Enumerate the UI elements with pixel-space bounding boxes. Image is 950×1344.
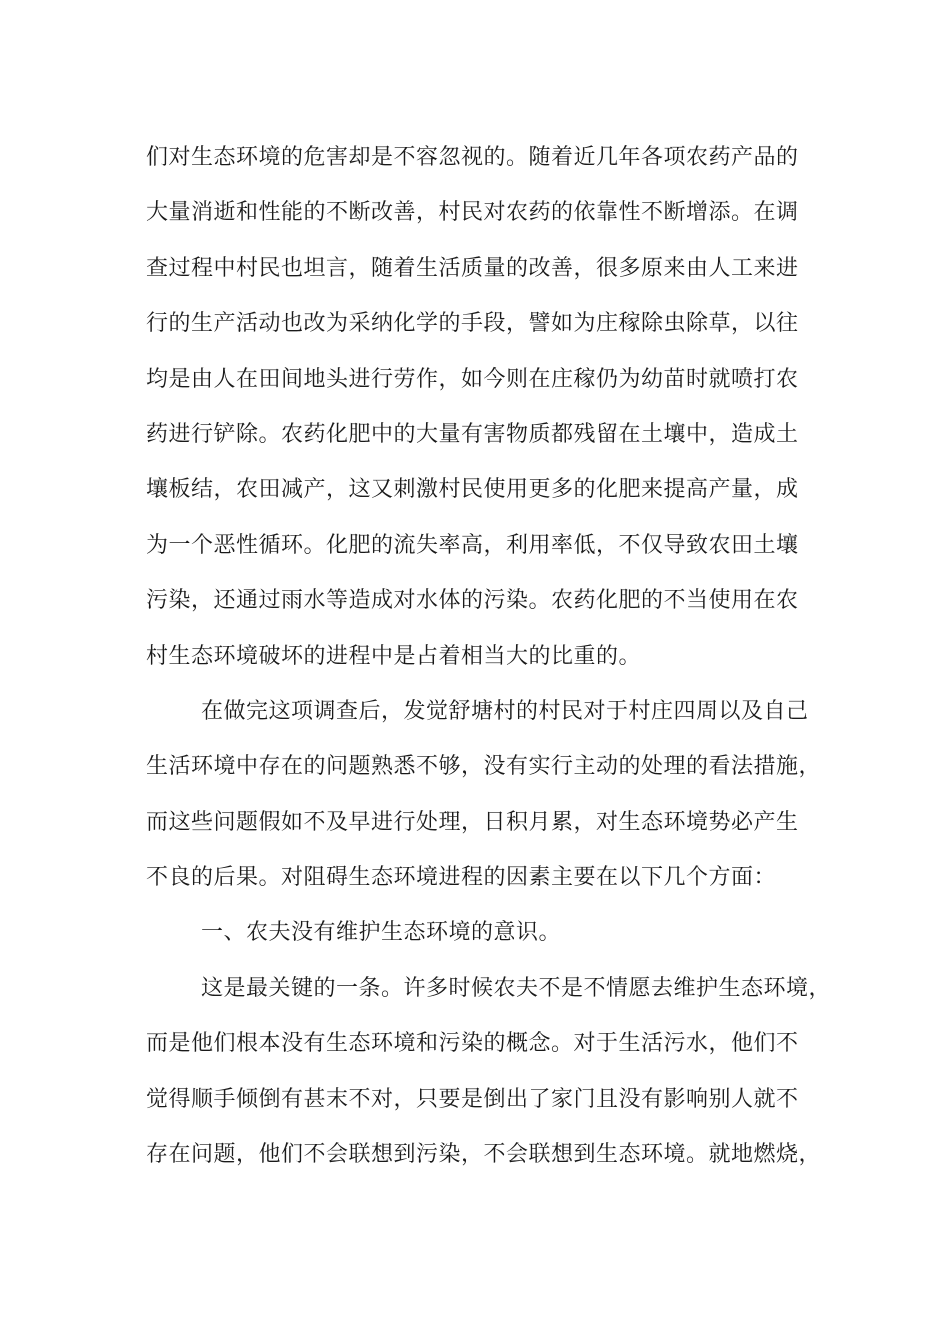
text-line: 这是最关键的一条。许多时候农夫不是不情愿去维护生态环境， — [201, 975, 832, 1001]
text-line: 壤板结，农田减产，这又刺激村民使用更多的化肥来提高产量，成 — [146, 477, 799, 503]
text-line: 们对生态环境的危害却是不容忽视的。随着近几年各项农药产品的 — [146, 145, 799, 170]
body-text — [146, 130, 832, 1182]
text-line: 觉得顺手倾倒有甚末不对，只要是倒出了家门且没有影响别人就不 — [146, 1086, 799, 1112]
text-line: 不良的后果。对阻碍生态环境进程的因素主要在以下几个方面： — [146, 865, 777, 891]
text-line: 一、农夫没有维护生态环境的意识。 — [201, 920, 562, 946]
text-line: 生活环境中存在的问题熟悉不够，没有实行主动的处理的看法措施， — [146, 754, 822, 780]
text-line: 大量消逝和性能的不断改善，村民对农药的依靠性不断增添。在调 — [146, 200, 799, 226]
text-line: 污染，还通过雨水等造成对水体的污染。农药化肥的不当使用在农 — [146, 588, 799, 614]
text-line: 均是由人在田间地头进行劳作，如今则在庄稼仍为幼苗时就喷打农 — [146, 366, 799, 392]
text-line: 村生态环境破坏的进程中是占着相当大的比重的。 — [146, 643, 642, 669]
text-line: 而这些问题假如不及早进行处理，日积月累，对生态环境势必产生 — [146, 809, 799, 835]
text-line: 而是他们根本没有生态环境和污染的概念。对于生活污水，他们不 — [146, 1031, 799, 1057]
text-line: 行的生产活动也改为采纳化学的手段，譬如为庄稼除虫除草，以往 — [146, 311, 799, 337]
text-line: 为一个恶性循环。化肥的流失率高，利用率低，不仅导致农田土壤 — [146, 532, 799, 558]
text-line: 药进行铲除。农药化肥中的大量有害物质都残留在土壤中，造成土 — [146, 421, 799, 447]
text-line: 查过程中村民也坦言，随着生活质量的改善，很多原来由人工来进 — [146, 255, 799, 281]
text-line: 存在问题，他们不会联想到污染，不会联想到生态环境。就地燃烧， — [146, 1142, 822, 1168]
text-line: 在做完这项调查后，发觉舒塘村的村民对于村庄四周以及自己 — [201, 698, 809, 724]
